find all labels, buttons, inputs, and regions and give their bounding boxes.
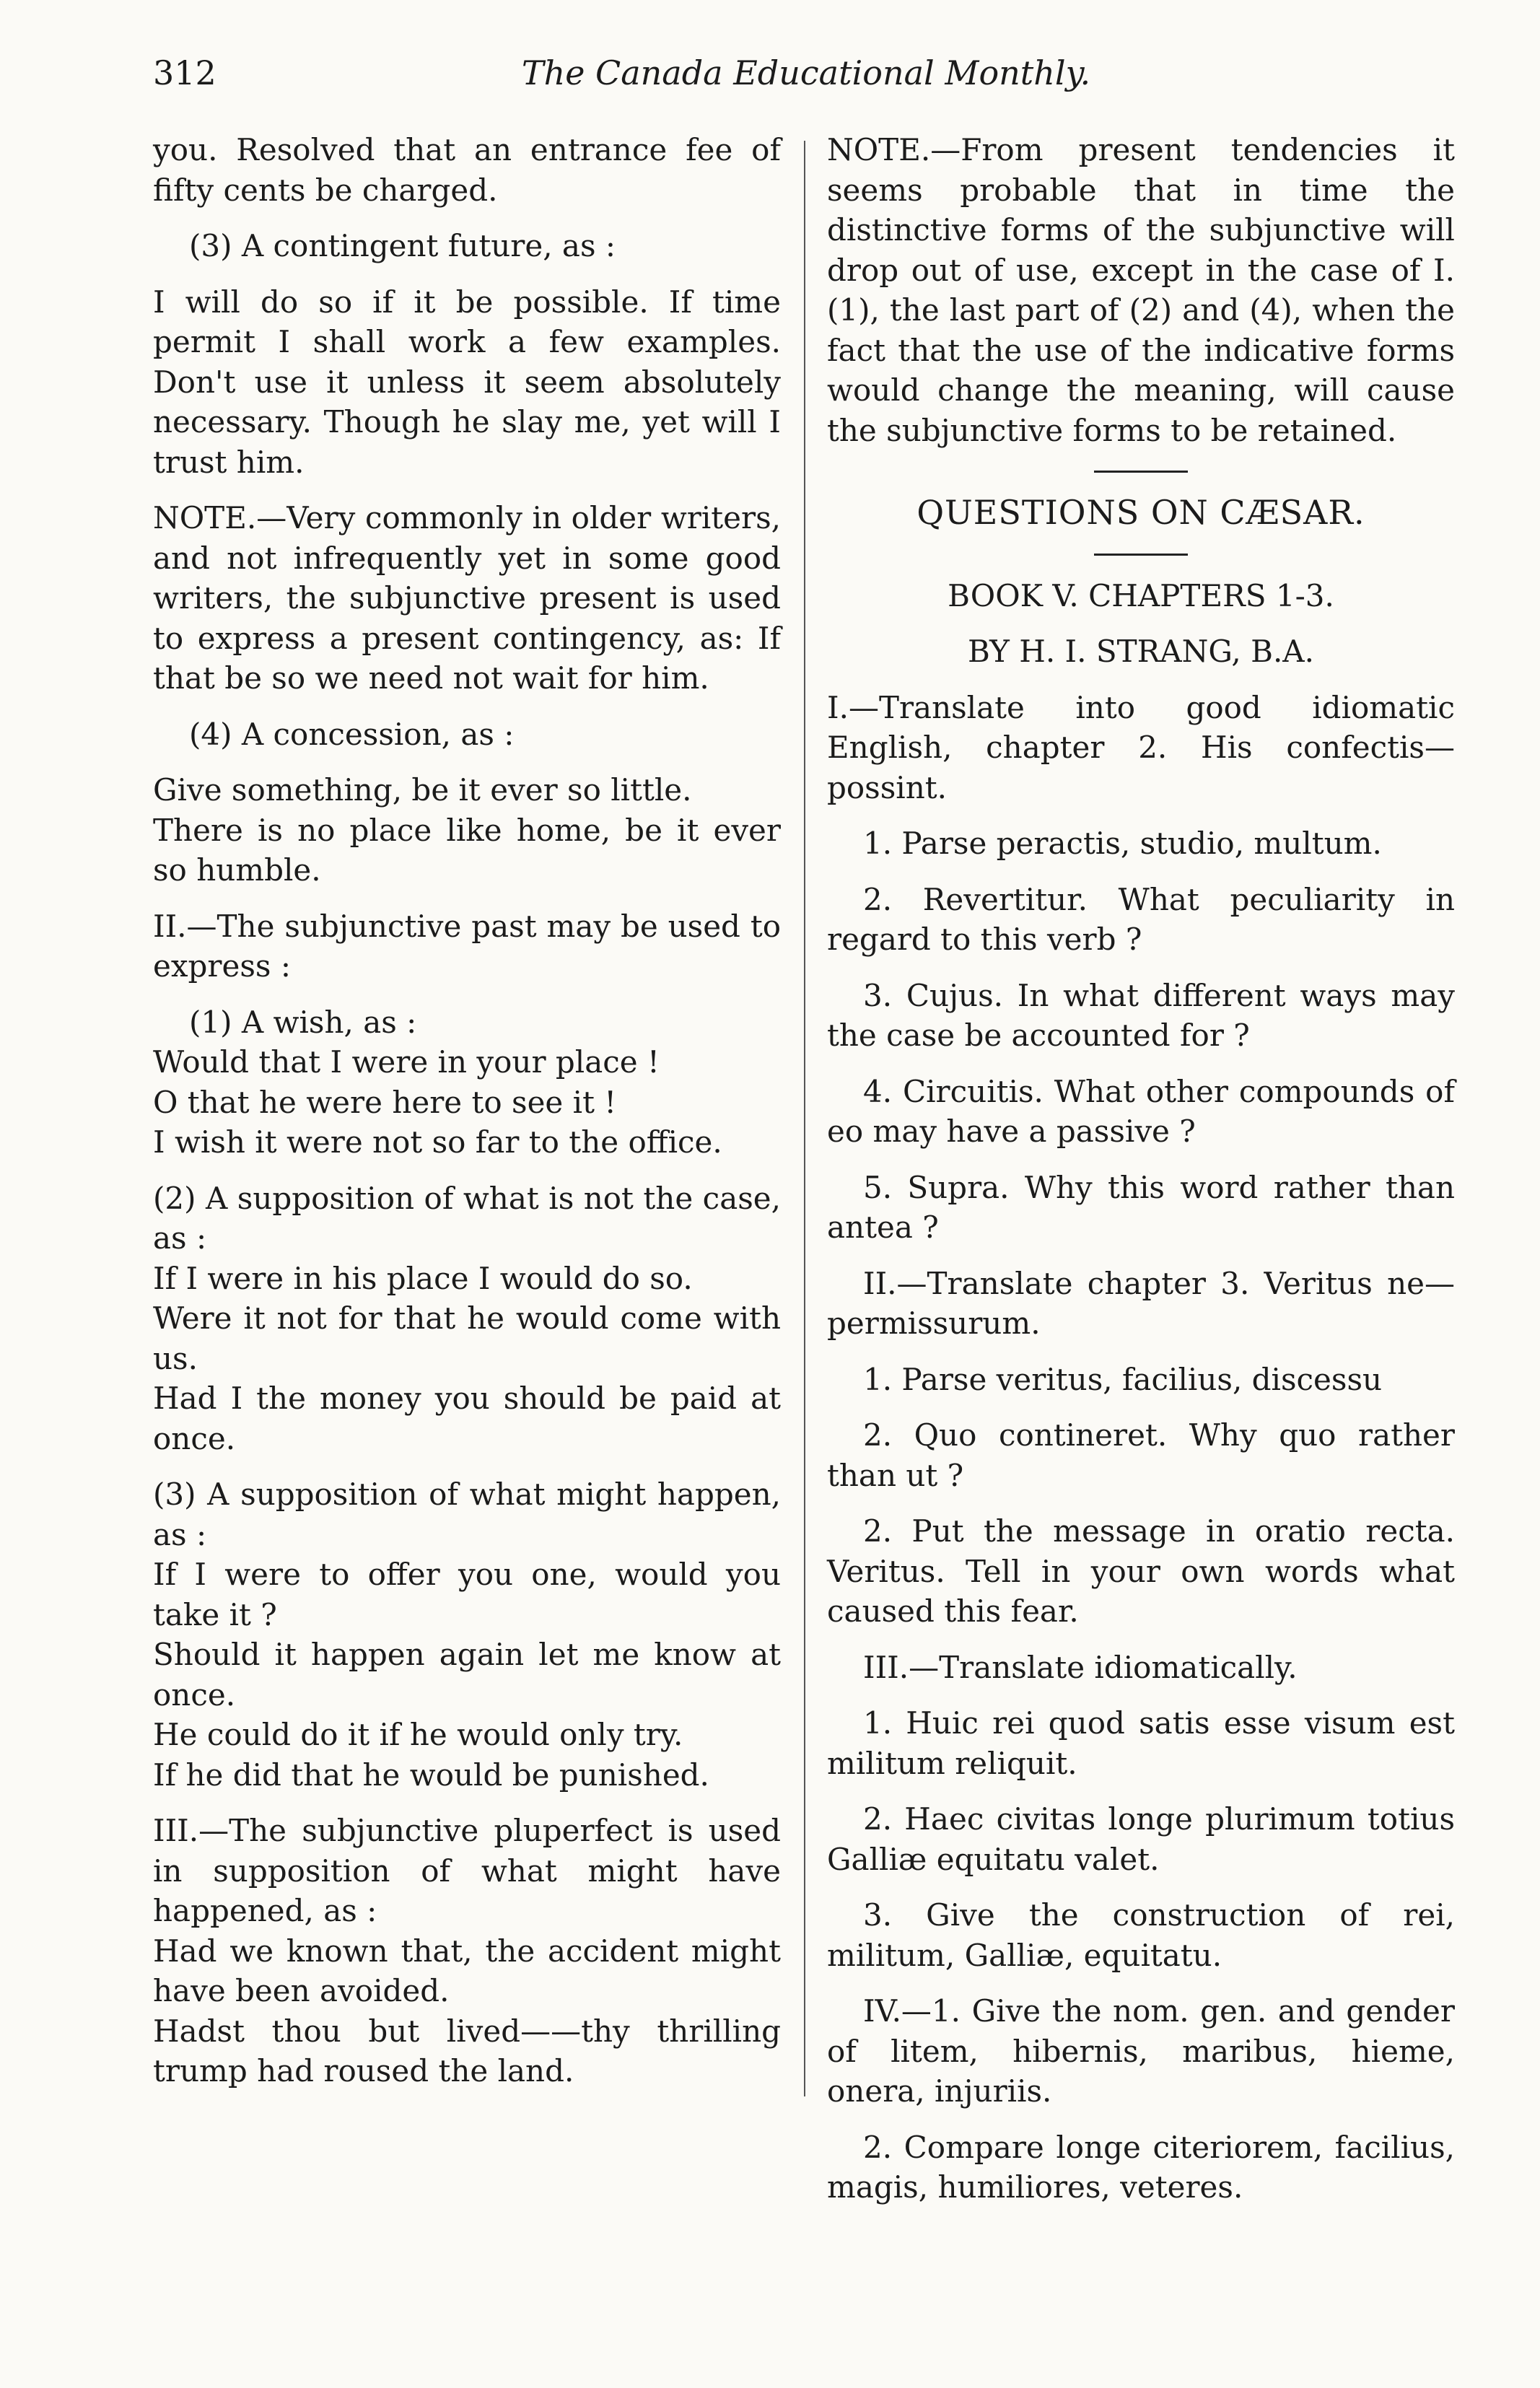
question: 2. Haec civitas longe plurimum totius Galliæ equitatu valet. (827, 1801, 1455, 1877)
book-line: BOOK V. CHAPTERS 1-3. (948, 577, 1334, 613)
paragraph: (4) A concession, as : (189, 716, 515, 752)
paragraph: O that he were here to see it ! (153, 1084, 617, 1120)
question: 2. Revertitur. What peculiarity in regard to this verb ? (827, 881, 1455, 957)
paragraph: If I were in his place I would do so. (153, 1260, 693, 1296)
paragraph: Were it not for that he would come with us. (153, 1300, 781, 1376)
paragraph: Had I the money you should be paid at once. (153, 1381, 781, 1456)
paragraph: If I were to offer you one, would you take it ? (153, 1557, 781, 1632)
question: 2. Put the message in oratio recta. Veritus. Tell in your own words what caused this fear. (827, 1513, 1455, 1629)
paragraph: I wish it were not so far to the office. (153, 1124, 722, 1160)
question: I.—Translate into good idiomatic English, chapter 2. His confectis—possint. (827, 689, 1455, 805)
paragraph: Would that I were in your place ! (153, 1044, 660, 1080)
horizontal-rule (1094, 471, 1188, 473)
paragraph: III.—The subjunctive pluperfect is used in supposition of what might have happened, as : (153, 1813, 781, 1928)
running-title: The Canada Educational Monthly. (521, 53, 1091, 92)
paragraph: Had we known that, the accident might have been avoided. (153, 1933, 781, 2008)
question: 2. Compare longe citeriorem, facilius, magis, humiliores, veteres. (827, 2129, 1455, 2205)
note-paragraph: NOTE.—From present tendencies it seems probable that in time the distinctive forms of the subjunctive will drop out of use, except in the case of I. (1), the last part of (2) and (4), when the fact that the use of the indicative forms would change the meaning, will cause the subjunctive forms to be retained. (827, 132, 1455, 448)
paragraph: (2) A supposition of what is not the case, as : (153, 1180, 781, 1256)
paragraph: He could do it if he would only try. (153, 1717, 683, 1752)
right-column (827, 130, 1455, 2208)
paragraph: Give something, be it ever so little. (153, 772, 692, 808)
question: 5. Supra. Why this word rather than antea ? (827, 1169, 1455, 1245)
left-column (153, 130, 781, 2091)
note-paragraph: NOTE.—Very commonly in older writers, and not infrequently yet in some good writers, the subjunctive present is used to express a present contingency, as: If that be so we need not wait for him. (153, 500, 781, 696)
paragraph: I will do so if it be possible. If time permit I shall work a few examples. Don't use it unless it seem absolutely necessary. Though he slay me, yet will I trust him. (153, 284, 781, 480)
section-heading: QUESTIONS ON CÆSAR. (916, 493, 1365, 532)
question: 3. Give the construction of rei, militum, Galliæ, equitatu. (827, 1897, 1455, 1973)
author-line: BY H. I. STRANG, B.A. (968, 634, 1314, 669)
paragraph: If he did that he would be punished. (153, 1757, 709, 1793)
question: 3. Cujus. In what different ways may the case be accounted for ? (827, 977, 1455, 1053)
question: III.—Translate idiomatically. (863, 1649, 1298, 1685)
paragraph: Hadst thou but lived——thy thrilling trump had roused the land. (153, 2013, 781, 2089)
question: II.—Translate chapter 3. Veritus ne—permissurum. (827, 1265, 1455, 1341)
paragraph: (3) A contingent future, as : (189, 228, 616, 263)
question: 4. Circuitis. What other compounds of eo may have a passive ? (827, 1073, 1455, 1149)
paragraph: There is no place like home, be it ever so humble. (153, 812, 781, 888)
question: 2. Quo contineret. Why quo rather than ut ? (827, 1417, 1455, 1493)
paragraph: (1) A wish, as : (189, 1004, 417, 1040)
paragraph: Should it happen again let me know at once. (153, 1637, 781, 1713)
paragraph: you. Resolved that an entrance fee of fifty cents be charged. (153, 132, 781, 208)
question: IV.—1. Give the nom. gen. and gender of litem, hibernis, maribus, hieme, onera, injuriis. (827, 1993, 1455, 2109)
column-divider (804, 141, 805, 2096)
page-header (153, 53, 1459, 111)
question: 1. Parse veritus, facilius, discessu (863, 1361, 1383, 1397)
question: 1. Huic rei quod satis esse visum est militum reliquit. (827, 1705, 1455, 1781)
horizontal-rule (1094, 554, 1188, 556)
question: 1. Parse peractis, studio, multum. (863, 826, 1382, 861)
page-number: 312 (153, 53, 216, 92)
paragraph: II.—The subjunctive past may be used to express : (153, 908, 781, 984)
paragraph: (3) A supposition of what might happen, as : (153, 1477, 781, 1552)
